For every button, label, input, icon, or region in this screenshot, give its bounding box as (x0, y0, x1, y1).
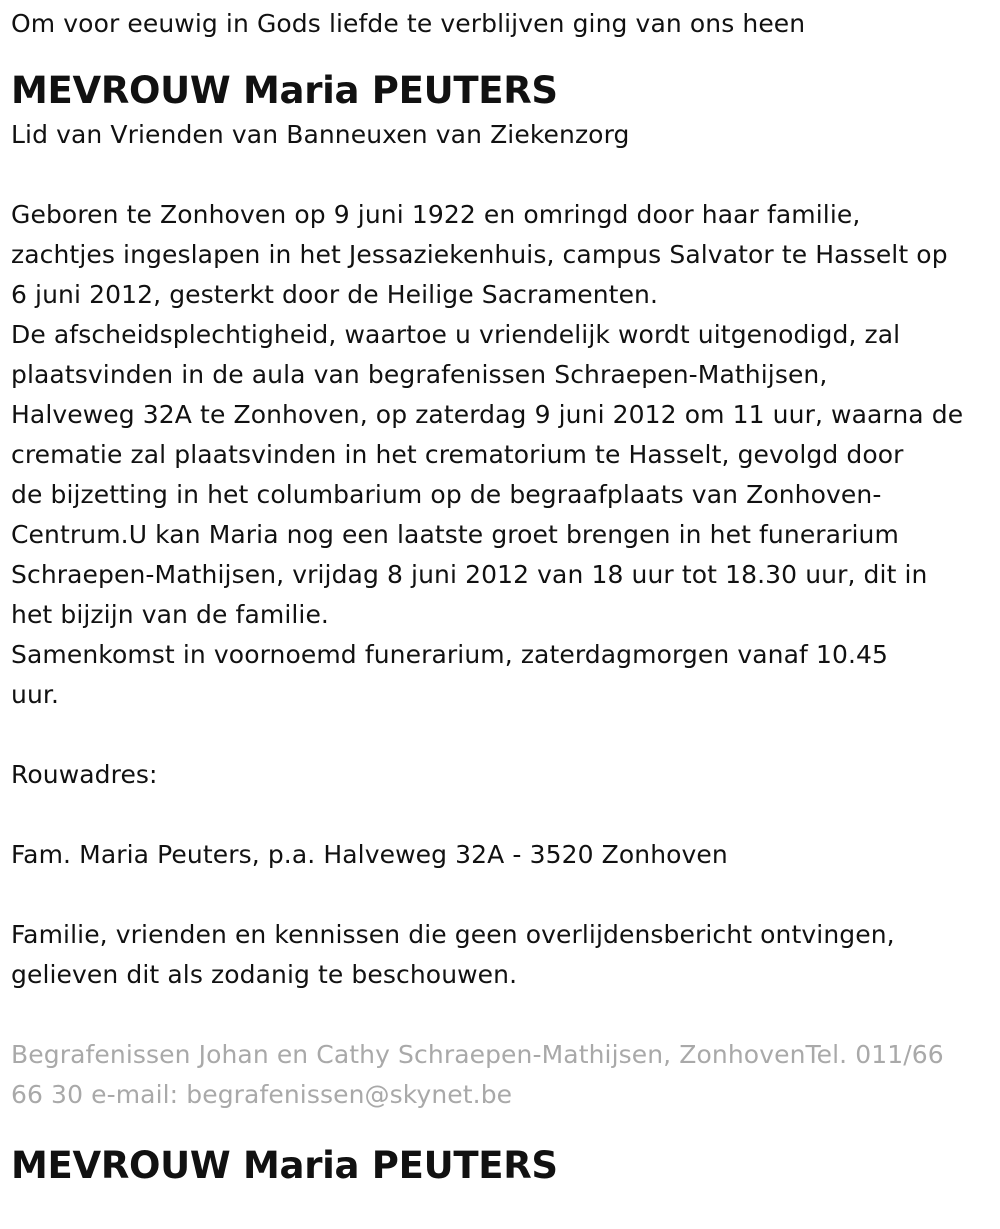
body-line: zachtjes ingeslapen in het Jessaziekenhuis, campus Salvator te Hasselt op (11, 240, 948, 269)
body-line: Halveweg 32A te Zonhoven, op zaterdag 9 juni 2012 om 11 uur, waarna de (11, 400, 964, 429)
undertaker-line: 66 30 e-mail: begrafenissen@skynet.be (11, 1080, 513, 1109)
footer-name: MEVROUW Maria PEUTERS (11, 1144, 558, 1187)
body-line: Centrum.U kan Maria nog een laatste groet brengen in het funerarium (11, 520, 899, 549)
membership-text: Lid van Vrienden van Banneuxen van Ziekenzorg (11, 120, 630, 149)
notice-block (11, 915, 995, 995)
obituary-body (11, 195, 995, 715)
spacer (11, 715, 995, 755)
body-line: Geboren te Zonhoven op 9 juni 1922 en omringd door haar familie, (11, 200, 861, 229)
notice-line: gelieven dit als zodanig te beschouwen. (11, 960, 518, 989)
undertaker-line: Begrafenissen Johan en Cathy Schraepen-Mathijsen, ZonhovenTel. 011/66 (11, 1040, 944, 1069)
spacer (11, 875, 995, 915)
body-line: het bijzijn van de familie. (11, 600, 329, 629)
spacer (11, 795, 995, 835)
undertaker-info (11, 1035, 995, 1115)
body-line: de bijzetting in het columbarium op de begraafplaats van Zonhoven- (11, 480, 882, 509)
body-line: crematie zal plaatsvinden in het crematorium te Hasselt, gevolgd door (11, 440, 904, 469)
mourning-address: Fam. Maria Peuters, p.a. Halveweg 32A - 3520 Zonhoven (11, 840, 728, 869)
deceased-name: MEVROUW Maria PEUTERS (11, 69, 558, 112)
body-line: plaatsvinden in de aula van begrafenissen Schraepen-Mathijsen, (11, 360, 828, 389)
address-label: Rouwadres: (11, 760, 158, 789)
body-line: De afscheidsplechtigheid, waartoe u vriendelijk wordt uitgenodigd, zal (11, 320, 901, 349)
notice-line: Familie, vrienden en kennissen die geen overlijdensbericht ontvingen, (11, 920, 895, 949)
body-line: Samenkomst in voornoemd funerarium, zaterdagmorgen vanaf 10.45 (11, 640, 889, 669)
body-line: 6 juni 2012, gesterkt door de Heilige Sacramenten. (11, 280, 659, 309)
body-line: Schraepen-Mathijsen, vrijdag 8 juni 2012 van 18 uur tot 18.30 uur, dit in (11, 560, 928, 589)
spacer (11, 995, 995, 1035)
intro-text: Om voor eeuwig in Gods liefde te verblijven ging van ons heen (11, 9, 806, 38)
spacer (11, 155, 995, 195)
body-line: uur. (11, 680, 60, 709)
obituary-notice (11, 0, 995, 1190)
